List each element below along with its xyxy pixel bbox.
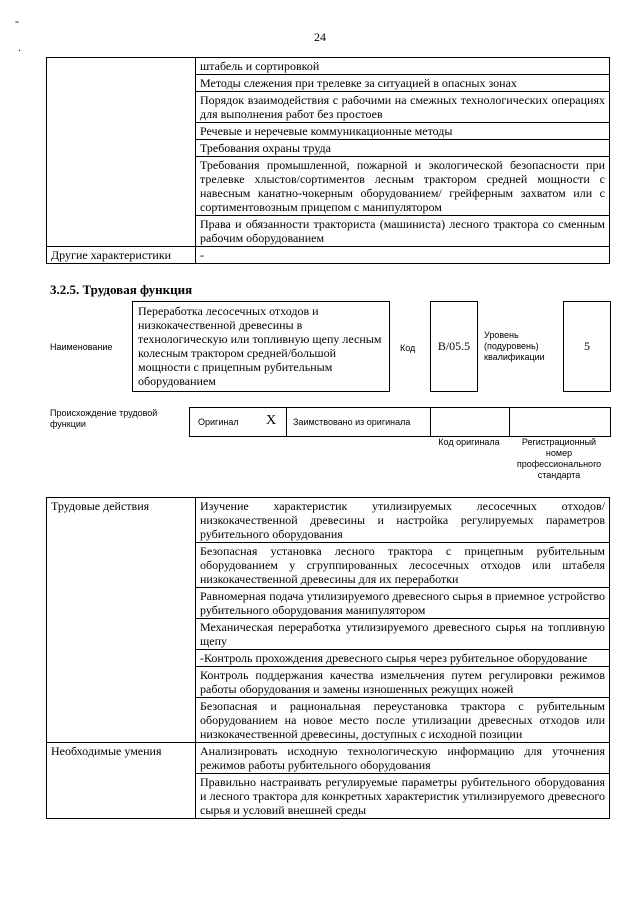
group-title: Трудовые действия [47,498,196,743]
table-row [47,58,610,75]
original-box [189,407,287,437]
table-cell: Методы слежения при трелевке за ситуацией в опасных зонах [196,75,610,92]
name-label: Наименование [50,342,113,352]
table-cell-left: Другие характеристики [47,247,196,264]
table-cell: Контроль поддержания качества измельчения путем регулировки режимов работы оборудования и замены изношенных режущих ножей [196,667,610,698]
section-heading: 3.2.5. Трудовая функция [50,282,193,297]
page-number: 24 [314,30,326,44]
group-title: Необходимые умения [47,743,196,819]
origin-label: Происхождение трудовой функции [50,408,158,429]
original-label: Оригинал [198,417,239,427]
code-caption: Код оригинала [438,437,500,447]
labor-actions-table [46,497,610,819]
function-name-box [132,301,390,392]
code-box [430,301,478,392]
code-label: Код [400,343,416,353]
function-name-text: Переработка лесосечных отходов и низкокачественной древесины в технологическую или топливную щепу лесным колесным трактором средней/большой мощности с прицепным рубительным оборудованием [138,304,382,388]
table-cell: Безопасная установка лесного трактора с прицепным рубительным оборудованием у сгруппированных лесосечных отходов или штабеля низкокачественной древесины для их переработки [196,543,610,588]
table-cell: - [196,247,610,264]
table-row [47,247,610,264]
level-label: Уровень (подуровень) квалификации [484,330,545,362]
table-cell: Речевые и неречевые коммуникационные методы [196,123,610,140]
level-value: 5 [584,339,590,353]
table-cell: Правильно настраивать регулируемые параметры рубительного оборудования и лесного трактора для конкретных характеристик утилизируемого древесного сырья и условий внешней среды [196,774,610,819]
registration-box [509,407,611,437]
table-cell: -Контроль прохождения древесного сырья через рубительное оборудование [196,650,610,667]
table-cell: Требования промышленной, пожарной и экологической безопасности при трелевке хлыстов/сортиментов лесным трактором средней мощности с навесным канатно-чокерным оборудованием/ грейферным захватом или с сортиментовозным прицепом с манипулятором [196,157,610,216]
table-cell: Равномерная подача утилизируемого древесного сырья в приемное устройство рубительного оборудования манипулятором [196,588,610,619]
table-cell: Требования охраны труда [196,140,610,157]
table-row [47,498,610,543]
table-cell: Права и обязанности тракториста (машиниста) лесного трактора со сменным рабочим оборудованием [196,216,610,247]
table-cell: Безопасная и рациональная переустановка трактора с рубительным оборудованием на новое место после утилизации древесных отходов или низкокачественной древесины, доступных с исходной позиции [196,698,610,743]
level-box [563,301,611,392]
table-cell: штабель и сортировкой [196,58,610,75]
knowledge-table-continued [46,57,610,264]
code-value: B/05.5 [437,339,471,353]
borrowed-label: Заимствовано из оригинала [293,417,411,427]
margin-dot-mark: . [18,40,21,54]
borrowed-box [286,407,431,437]
registration-caption: Регистрационный номер профессионального стандарта [516,437,602,480]
margin-dash-mark: - [15,14,19,28]
original-code-box [430,407,510,437]
original-mark: X [266,413,277,428]
table-cell: Механическая переработка утилизируемого древесного сырья на топливную щепу [196,619,610,650]
table-row [47,743,610,774]
table-cell-left [47,58,196,247]
table-cell: Анализировать исходную технологическую информацию для уточнения режимов работы рубительного оборудования [196,743,610,774]
table-cell: Порядок взаимодействия с рабочими на смежных технологических операциях для выполнения работ без простоев [196,92,610,123]
table-cell: Изучение характеристик утилизируемых лесосечных отходов/ низкокачественной древесины и настройка регулируемых параметров рубительного оборудования [196,498,610,543]
